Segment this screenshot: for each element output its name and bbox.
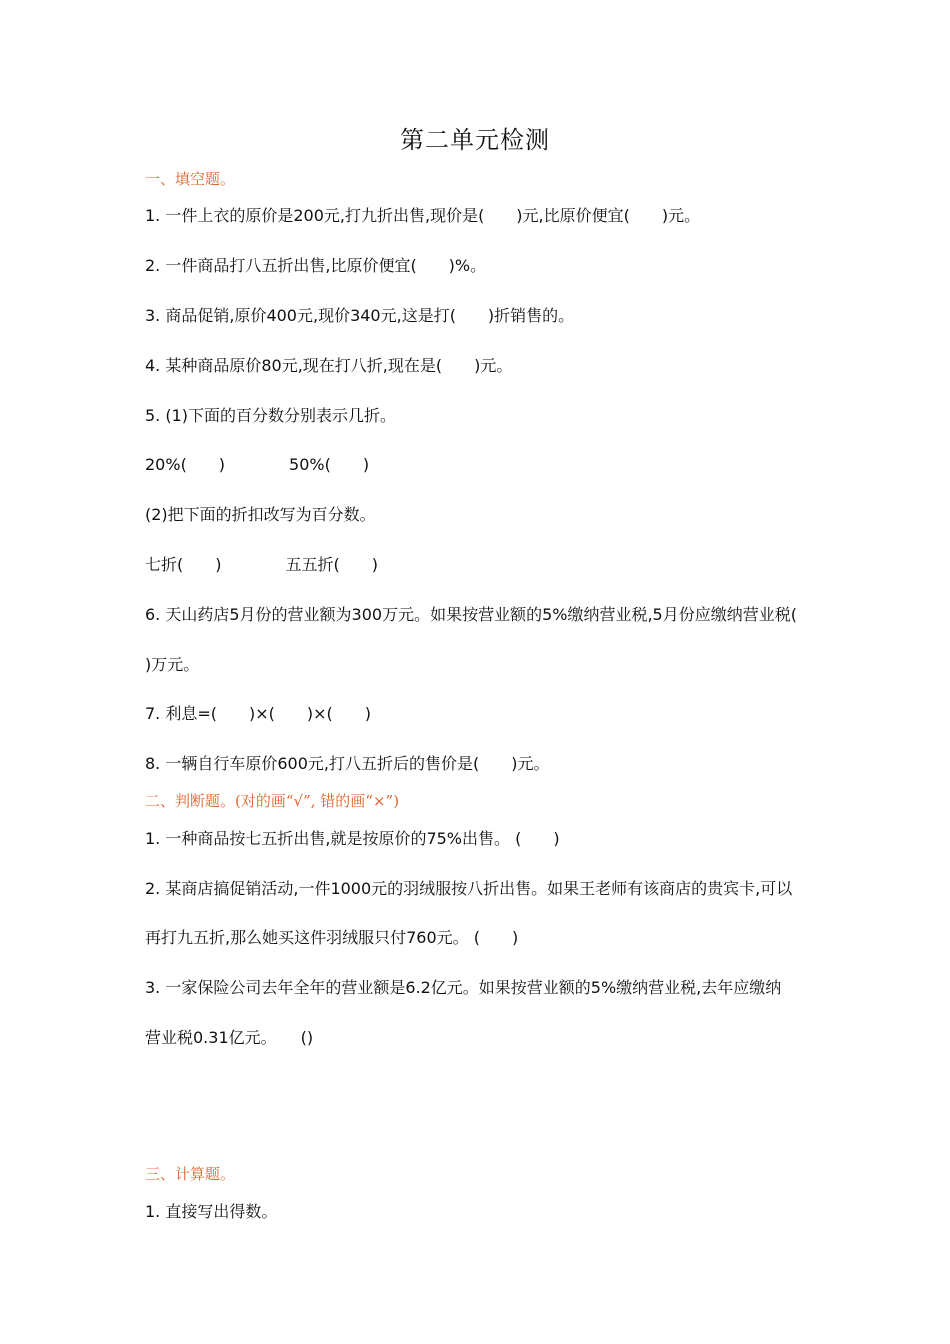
question-text: 3. 一家保险公司去年全年的营业额是6.2亿元。如果按营业额的5%缴纳营业税,去年应缴纳: [145, 978, 782, 997]
question-text: 4. 某种商品原价80元,现在打八折,现在是( )元。: [145, 356, 513, 375]
section-heading-true-false: 二、判断题。(对的画“√”, 错的画“×”): [145, 792, 400, 810]
question-subpart: (2)把下面的折扣改写为百分数。: [145, 505, 376, 524]
question-text: 6. 天山药店5月份的营业额为300万元。如果按营业额的5%缴纳营业税,5月份应缴纳营业税(: [145, 605, 797, 624]
question-text: 8. 一辆自行车原价600元,打八五折后的售价是( )元。: [145, 754, 550, 773]
question-text: 1. 直接写出得数。: [145, 1202, 278, 1221]
question-text: 1. 一件上衣的原价是200元,打九折出售,现价是( )元,比原价便宜( )元。: [145, 206, 701, 225]
question-text: 7. 利息=( )×( )×( ): [145, 704, 372, 723]
section-heading-fill-blank: 一、填空题。: [145, 170, 236, 188]
question-text: 2. 某商店搞促销活动,一件1000元的羽绒服按八折出售。如果王老师有该商店的贵宾卡,可以: [145, 879, 793, 898]
section-heading-calculation: 三、计算题。: [145, 1165, 236, 1183]
page-title: 第二单元检测: [400, 126, 550, 154]
question-text-continued: 再打九五折,那么她买这件羽绒服只付760元。 ( ): [145, 928, 519, 947]
question-text: 1. 一种商品按七五折出售,就是按原价的75%出售。 ( ): [145, 829, 560, 848]
question-text: 3. 商品促销,原价400元,现价340元,这是打( )折销售的。: [145, 306, 575, 325]
question-text: 5. (1)下面的百分数分别表示几折。: [145, 406, 397, 425]
question-text-continued: )万元。: [145, 655, 200, 674]
question-subrow: 七折( ) 五五折( ): [145, 555, 378, 574]
question-text: 2. 一件商品打八五折出售,比原价便宜( )%。: [145, 256, 487, 275]
question-subrow: 20%( ) 50%( ): [145, 455, 370, 474]
question-text-continued: 营业税0.31亿元。 (): [145, 1028, 314, 1047]
